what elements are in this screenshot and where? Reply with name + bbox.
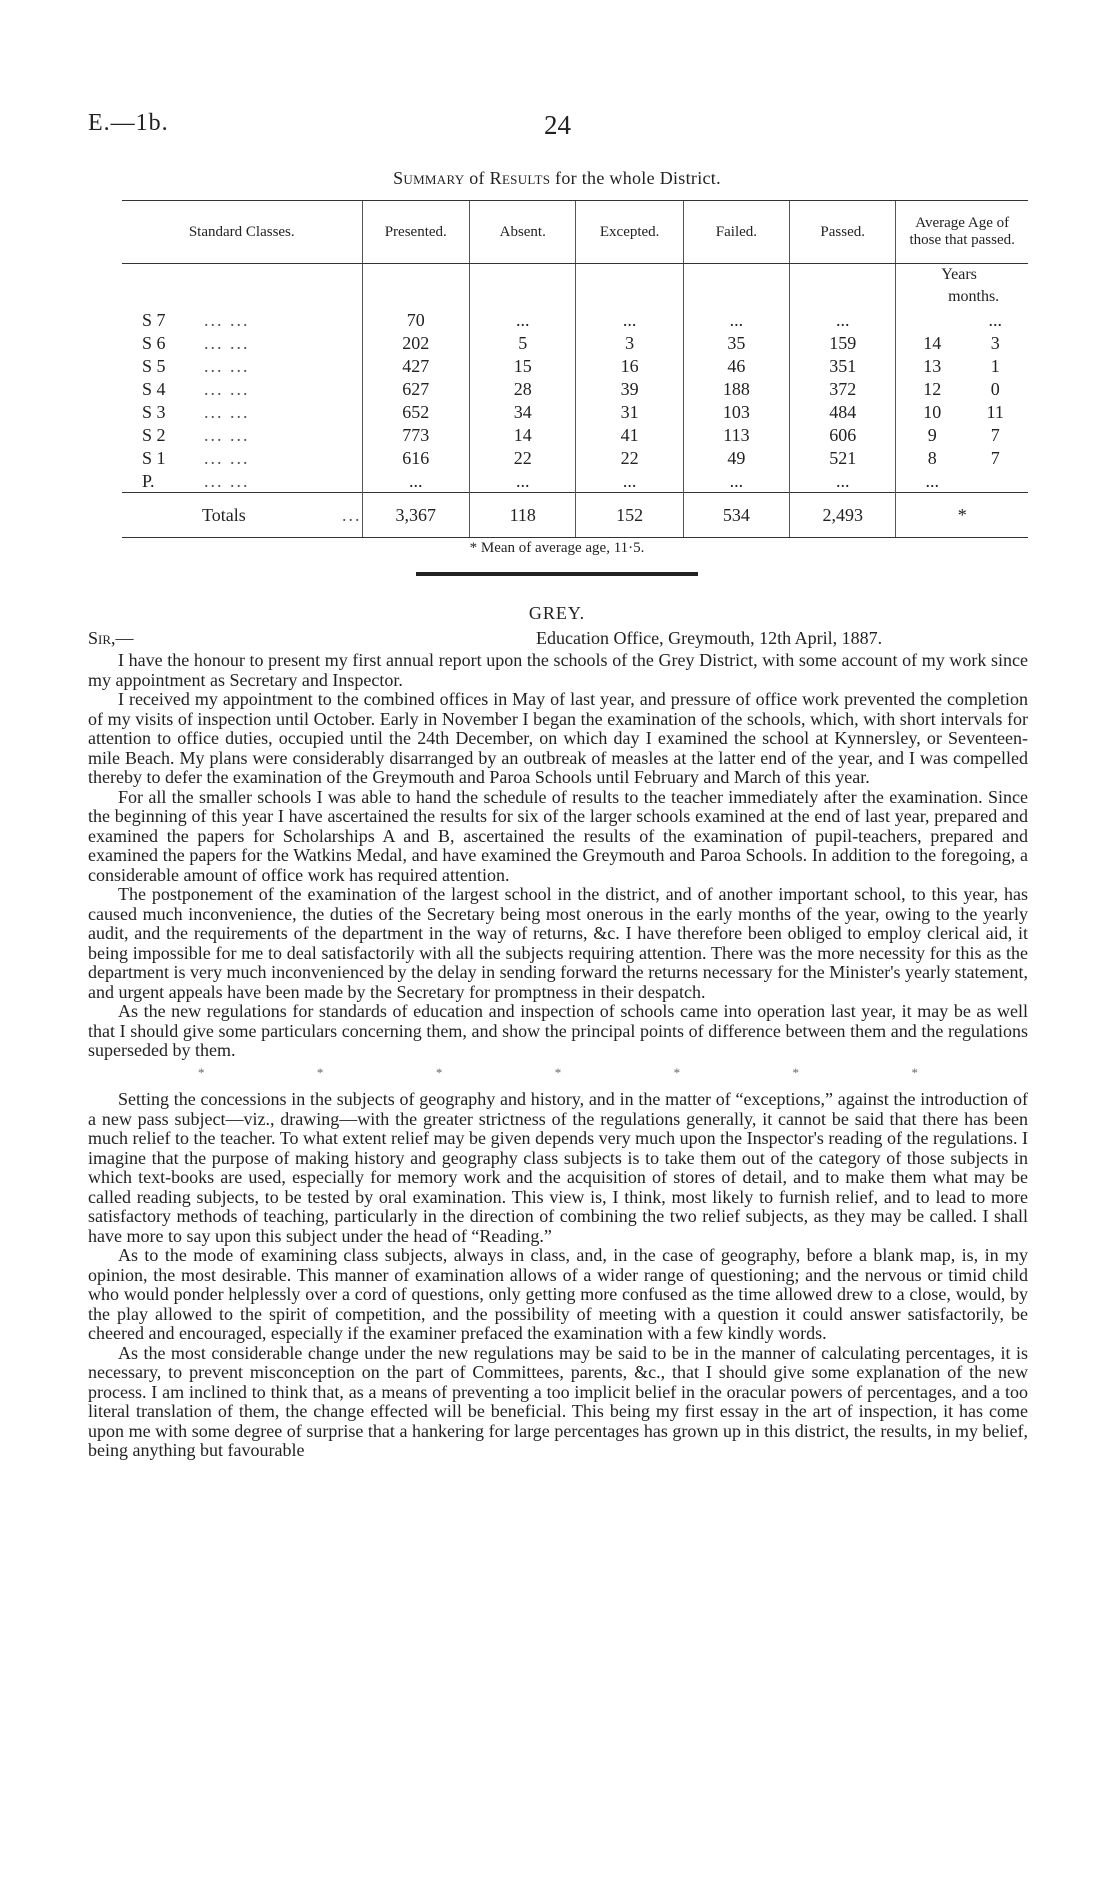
class-code: S 6	[142, 332, 166, 353]
passed-total: 2,493	[790, 493, 896, 538]
age-total: *	[896, 493, 1028, 538]
failed-cell: 103	[683, 400, 789, 423]
dateline: Education Office, Greymouth, 12th April, 1887.	[536, 628, 883, 648]
presented-cell: 616	[362, 446, 470, 469]
excepted-cell: 3	[576, 331, 683, 354]
paragraph: I received my appointment to the combined offices in May of last year, and pressure of office work prevented the completion of my visits of inspection until October. Early in November I began the examination of the schools, which, with short intervals for attention to office duties, occupied until the 24th December, on which day I examined the school at Kynnersley, or Seventeen-mile Beach. My plans were considerably disarranged by an outbreak of measles at the latter end of the year, and I was compelled thereby to defer the examination of the Greymouth and Paroa Schools until February and March of this year.	[88, 689, 1028, 787]
passed-cell: 372	[790, 377, 896, 400]
passed-cell: 484	[790, 400, 896, 423]
table-row	[122, 400, 1028, 423]
failed-cell: ...	[683, 308, 789, 331]
age-months: 11	[986, 401, 1004, 422]
age-years: 9	[927, 424, 937, 445]
age-units-row	[122, 264, 1028, 309]
paragraph: I have the honour to present my first annual report upon the schools of the Grey District, with some account of my work since my appointment as Secretary and Inspector.	[88, 650, 1028, 690]
class-code: S 4	[142, 378, 166, 399]
paragraph: Setting the concessions in the subjects of geography and history, and in the matter of “exceptions,” against the introduction of a new pass subject—viz., drawing—with the greater strictness of the regulations generally, it cannot be said that there has been much relief to the teacher. To what extent relief may be given depends very much upon the Inspector's reading of the regulations. I imagine that the purpose of making history and geography class subjects is to take them out of the category of those subjects in which text-books are used, especially for memory work and the acquisition of stores of detail, and to make them what may be called reading subjects, to be tested by oral examination. This view is, I think, most likely to furnish relief, and to lead to more satisfactory methods of teaching, particularly in the direction of combining the two relief subjects, as they may be called. I shall have more to say upon this subject under the head of “Reading.”	[88, 1089, 1028, 1246]
star: *	[673, 1064, 681, 1080]
star: *	[554, 1064, 562, 1080]
age-years: 10	[923, 401, 942, 422]
age-years: ...	[925, 470, 939, 491]
leader-dots: ... ...	[204, 447, 250, 468]
class-code: S 2	[142, 424, 166, 445]
page-header	[88, 110, 1028, 140]
years-unit: Years	[941, 266, 977, 283]
passed-cell: 521	[790, 446, 896, 469]
failed-total: 534	[683, 493, 789, 538]
failed-cell: 46	[683, 354, 789, 377]
leader-dots: ...	[342, 505, 362, 525]
presented-cell: 773	[362, 423, 470, 446]
col-header: Absent.	[470, 201, 576, 264]
excepted-cell: 41	[576, 423, 683, 446]
excepted-cell: ...	[576, 469, 683, 493]
leader-dots: ... ...	[204, 470, 250, 491]
presented-total: 3,367	[362, 493, 470, 538]
letter-body	[88, 651, 1028, 1461]
summary-title-suffix: for the whole District.	[550, 168, 721, 188]
salutation: Sir,—	[88, 628, 134, 648]
table-row	[122, 308, 1028, 331]
age-months: 3	[990, 332, 1000, 353]
summary-title-prefix: Summary	[393, 168, 465, 188]
months-unit: months.	[948, 288, 1000, 305]
absent-cell: 34	[470, 400, 576, 423]
summary-title-mid: of	[464, 168, 490, 188]
excepted-total: 152	[576, 493, 683, 538]
star: *	[316, 1064, 324, 1080]
totals-label: Totals	[202, 505, 246, 525]
table-row	[122, 446, 1028, 469]
table-row	[122, 354, 1028, 377]
failed-cell: 35	[683, 331, 789, 354]
col-header: Average Age of those that passed.	[896, 201, 1028, 264]
col-header: Failed.	[683, 201, 789, 264]
failed-cell: 49	[683, 446, 789, 469]
failed-cell: 188	[683, 377, 789, 400]
col-header: Passed.	[790, 201, 896, 264]
paragraph: As the new regulations for standards of education and inspection of schools came into operation last year, it may be as well that I should give some particulars concerning them, and show the principal points of difference between them and the regulations superseded by them.	[88, 1001, 1028, 1060]
presented-cell: 70	[362, 308, 470, 331]
excepted-cell: 31	[576, 400, 683, 423]
class-code: S 5	[142, 355, 166, 376]
age-years: 12	[923, 378, 942, 399]
age-months: 7	[990, 424, 1000, 445]
section-heading: GREY.	[528, 603, 586, 623]
absent-cell: 15	[470, 354, 576, 377]
passed-cell: ...	[790, 308, 896, 331]
failed-cell: 113	[683, 423, 789, 446]
class-code: S 1	[142, 447, 166, 468]
class-code: S 3	[142, 401, 166, 422]
star: *	[435, 1064, 443, 1080]
age-months: 0	[990, 378, 1000, 399]
excepted-cell: ...	[576, 308, 683, 331]
page-number: 24	[544, 110, 571, 140]
col-header: Standard Classes.	[122, 201, 362, 264]
table-row	[122, 469, 1028, 493]
presented-cell: 652	[362, 400, 470, 423]
presented-cell: 627	[362, 377, 470, 400]
omission-stars	[88, 1061, 1028, 1091]
age-months: 1	[990, 355, 1000, 376]
leader-dots: ... ...	[204, 355, 250, 376]
paragraph: The postponement of the examination of the largest school in the district, and of another important school, to this year, has caused much inconvenience, the duties of the Secretary being most onerous in the early months of the year, owing to the yearly audit, and the requirements of the department in the way of returns, &c. I have therefore been obliged to employ clerical aid, it being impossible for me to deal satisfactorily with all the subjects requiring attention. There was the more necessity for this as the department is very much inconvenienced by the delay in sending forward the returns necessary for the Minister's yearly statement, and urgent appeals have been made by the Secretary for promptness in their despatch.	[88, 884, 1028, 1002]
excepted-cell: 22	[576, 446, 683, 469]
section-code: E.—1b.	[88, 110, 169, 136]
presented-cell: 427	[362, 354, 470, 377]
star: *	[911, 1064, 918, 1080]
passed-cell: 606	[790, 423, 896, 446]
totals-row	[122, 493, 1028, 538]
paragraph: As to the mode of examining class subjects, always in class, and, in the case of geography, before a blank map, is, in my opinion, the most desirable. This manner of examination allows of a wider range of questioning; and the nervous or timid child who would ponder helplessly over a cord of questions, only getting more confused as the time allowed drew to a close, would, by the play allowed to the spirit of competition, and the possibility of meeting with a question it could answer satisfactorily, be cheered and encouraged, especially if the examiner prefaced the examination with a few kindly words.	[88, 1245, 1028, 1343]
excepted-cell: 16	[576, 354, 683, 377]
age-years: 8	[927, 447, 937, 468]
paragraph: For all the smaller schools I was able to hand the schedule of results to the teacher immediately after the examination. Since the beginning of this year I have ascertained the results for six of the larger schools examined at the end of last year, prepared and examined the papers for Scholarships A and B, ascertained the results of the examination of pupil-teachers, prepared and examined the papers for the Watkins Medal, and have examined the Greymouth and Paroa Schools. In addition to the foregoing, a considerable amount of office work has required attention.	[88, 786, 1028, 885]
absent-cell: 14	[470, 423, 576, 446]
age-months: ...	[988, 309, 1002, 330]
age-years: 13	[923, 355, 942, 376]
star: *	[792, 1064, 800, 1080]
table-footnote: * Mean of average age, 11·5.	[469, 540, 645, 556]
summary-title	[0, 168, 1114, 189]
section-divider	[416, 572, 698, 576]
age-years: 14	[923, 332, 942, 353]
failed-cell: ...	[683, 469, 789, 493]
passed-cell: 159	[790, 331, 896, 354]
col-header: Presented.	[362, 201, 470, 264]
excepted-cell: 39	[576, 377, 683, 400]
absent-cell: 22	[470, 446, 576, 469]
absent-cell: 28	[470, 377, 576, 400]
summary-table	[122, 200, 1028, 538]
table-row	[122, 423, 1028, 446]
table-header-row	[122, 201, 1028, 264]
passed-cell: ...	[790, 469, 896, 493]
leader-dots: ... ...	[204, 309, 250, 330]
absent-cell: 5	[470, 331, 576, 354]
class-code: S 7	[142, 309, 166, 330]
absent-total: 118	[470, 493, 576, 538]
leader-dots: ... ...	[204, 401, 250, 422]
presented-cell: 202	[362, 331, 470, 354]
table-row	[122, 331, 1028, 354]
table-row	[122, 377, 1028, 400]
absent-cell: ...	[470, 469, 576, 493]
age-months: 7	[990, 447, 1000, 468]
paragraph: As the most considerable change under the new regulations may be said to be in the manner of calculating percentages, it is necessary, to prevent misconception on the part of Committees, parents, &c., that I should give some explanation of the new process. I am inclined to think that, as a means of preventing a too implicit belief in the oracular powers of percentages, and a too literal translation of them, the change effected will be beneficial. This being my first essay in the art of inspection, it has come upon me with some degree of surprise that a hankering for large percentages has grown up in this district, the results, in my belief, being anything but favourable	[88, 1342, 1028, 1460]
leader-dots: ... ...	[204, 424, 250, 445]
summary-title-results: Results	[489, 168, 551, 188]
passed-cell: 351	[790, 354, 896, 377]
leader-dots: ... ...	[204, 332, 250, 353]
col-header: Excepted.	[576, 201, 683, 264]
star: *	[198, 1064, 205, 1080]
leader-dots: ... ...	[204, 378, 250, 399]
class-code: P.	[142, 470, 155, 491]
presented-cell: ...	[362, 469, 470, 493]
absent-cell: ...	[470, 308, 576, 331]
